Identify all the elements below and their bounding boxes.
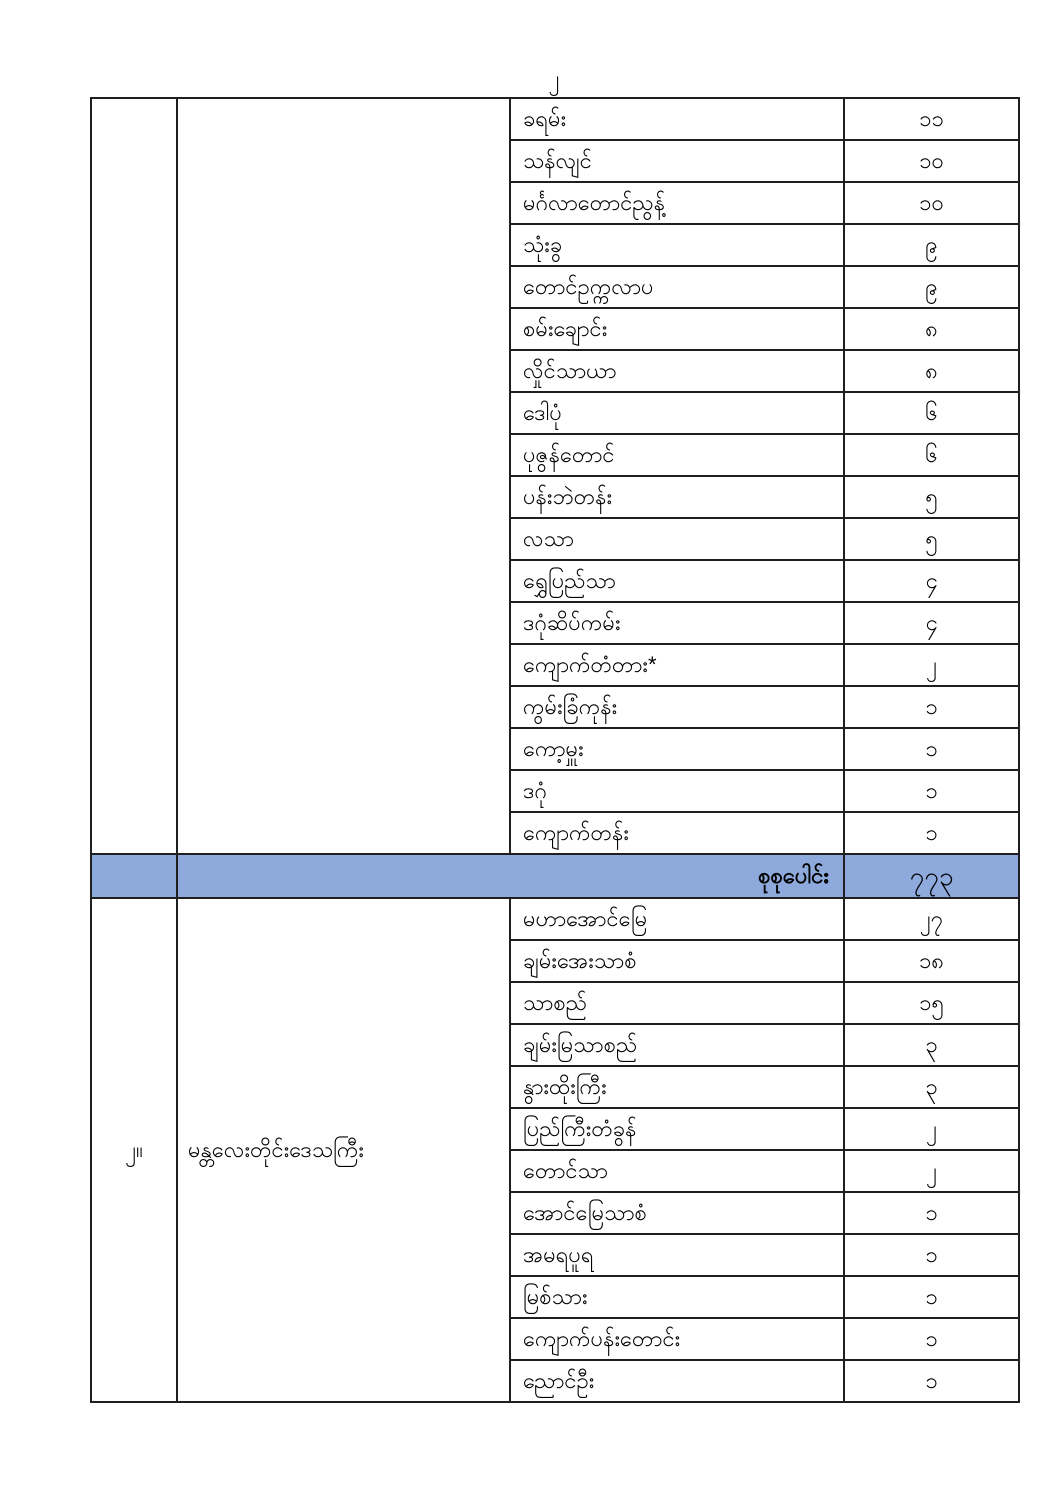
township-name-cell: နွားထိုးကြီး xyxy=(510,1066,844,1108)
total-label: စုစုပေါင်း xyxy=(177,854,844,898)
total-empty-cell xyxy=(91,854,177,898)
township-name-cell: အောင်မြေသာစံ xyxy=(510,1192,844,1234)
township-name-cell: တောင်သာ xyxy=(510,1150,844,1192)
count-cell: ၁ xyxy=(844,728,1019,770)
count-cell: ၂၇ xyxy=(844,898,1019,940)
count-cell: ၆ xyxy=(844,434,1019,476)
count-cell: ၁၈ xyxy=(844,940,1019,982)
count-cell: ၁၀ xyxy=(844,182,1019,224)
table-row xyxy=(91,98,1019,140)
township-name-cell: မဟာအောင်မြေ xyxy=(510,898,844,940)
count-cell: ၁ xyxy=(844,770,1019,812)
count-cell: ၅ xyxy=(844,476,1019,518)
township-name-cell: အမရပူရ xyxy=(510,1234,844,1276)
count-cell: ၂ xyxy=(844,644,1019,686)
township-name-cell: ညောင်ဦး xyxy=(510,1360,844,1402)
township-name-cell: ချမ်းအေးသာစံ xyxy=(510,940,844,982)
township-name-cell: ကျောက်တန်း xyxy=(510,812,844,854)
count-cell: ၁ xyxy=(844,686,1019,728)
count-cell: ၁ xyxy=(844,1234,1019,1276)
total-row xyxy=(91,854,1019,898)
township-name-cell: ရွှေပြည်သာ xyxy=(510,560,844,602)
table-row xyxy=(91,898,1019,940)
township-name-cell: မြစ်သား xyxy=(510,1276,844,1318)
township-name-cell: လှိုင်သာယာ xyxy=(510,350,844,392)
count-cell: ၁၅ xyxy=(844,982,1019,1024)
township-name-cell: သန်လျင် xyxy=(510,140,844,182)
count-cell: ၁ xyxy=(844,1360,1019,1402)
township-name-cell: သုံးခွ xyxy=(510,224,844,266)
count-cell: ၈ xyxy=(844,350,1019,392)
township-name-cell: ကျောက်တံတား* xyxy=(510,644,844,686)
region-name-cell xyxy=(177,98,510,854)
township-name-cell: ကော့မှူး xyxy=(510,728,844,770)
township-name-cell: ဒဂုံဆိပ်ကမ်း xyxy=(510,602,844,644)
township-name-cell: ဒဂုံ xyxy=(510,770,844,812)
count-cell: ၄ xyxy=(844,560,1019,602)
count-cell: ၁ xyxy=(844,812,1019,854)
count-cell: ၉ xyxy=(844,266,1019,308)
count-cell: ၅ xyxy=(844,518,1019,560)
township-name-cell: ဒေါပုံ xyxy=(510,392,844,434)
townships-table xyxy=(90,97,1020,1403)
township-name-cell: မင်္ဂလာတောင်ညွန့် xyxy=(510,182,844,224)
township-name-cell: ခရမ်း xyxy=(510,98,844,140)
township-name-cell: ကွမ်းခြံကုန်း xyxy=(510,686,844,728)
township-name-cell: တောင်ဥက္ကလာပ xyxy=(510,266,844,308)
township-name-cell: ပန်းဘဲတန်း xyxy=(510,476,844,518)
count-cell: ၁၁ xyxy=(844,98,1019,140)
count-cell: ၂ xyxy=(844,1150,1019,1192)
count-cell: ၁ xyxy=(844,1276,1019,1318)
township-name-cell: ပြည်ကြီးတံခွန် xyxy=(510,1108,844,1150)
township-name-cell: ပုဇွန်တောင် xyxy=(510,434,844,476)
count-cell: ၁ xyxy=(844,1192,1019,1234)
count-cell: ၈ xyxy=(844,308,1019,350)
township-name-cell: လသာ xyxy=(510,518,844,560)
count-cell: ၆ xyxy=(844,392,1019,434)
total-value: ၇၇၃ xyxy=(844,854,1019,898)
township-name-cell: သာစည် xyxy=(510,982,844,1024)
township-name-cell: စမ်းချောင်း xyxy=(510,308,844,350)
township-name-cell: ကျောက်ပန်းတောင်း xyxy=(510,1318,844,1360)
count-cell: ၁၀ xyxy=(844,140,1019,182)
count-cell: ၄ xyxy=(844,602,1019,644)
section-number-cell xyxy=(91,98,177,854)
count-cell: ၃ xyxy=(844,1066,1019,1108)
page-number: ၂ xyxy=(548,66,560,91)
count-cell: ၉ xyxy=(844,224,1019,266)
count-cell: ၁ xyxy=(844,1318,1019,1360)
section-number-cell: ၂။ xyxy=(91,898,177,1402)
region-name-cell: မန္တလေးတိုင်းဒေသကြီး xyxy=(177,898,510,1402)
township-name-cell: ချမ်းမြသာစည် xyxy=(510,1024,844,1066)
count-cell: ၃ xyxy=(844,1024,1019,1066)
count-cell: ၂ xyxy=(844,1108,1019,1150)
